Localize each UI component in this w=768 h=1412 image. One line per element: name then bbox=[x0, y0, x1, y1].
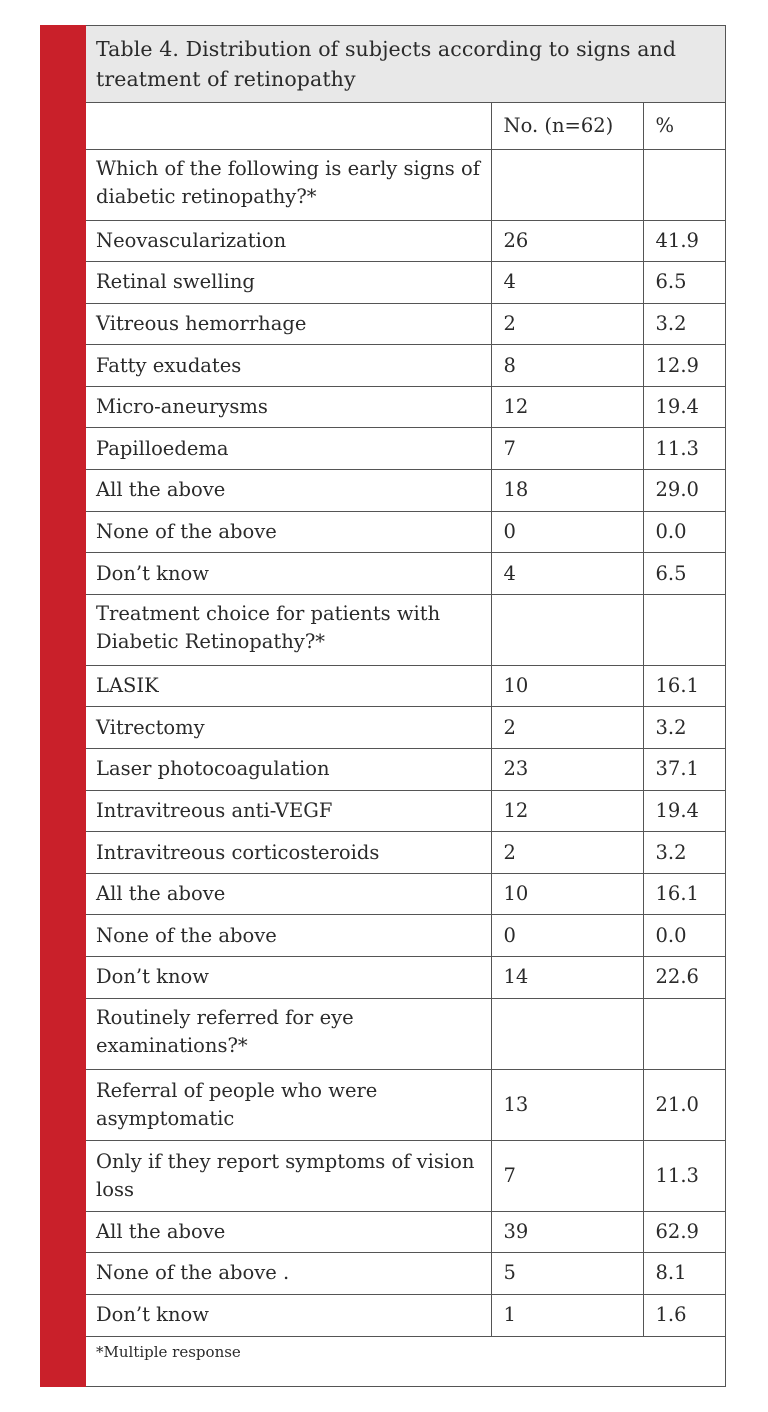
row-label-cell: Laser photocoagulation bbox=[86, 749, 491, 791]
row-percent-cell: 12.9 bbox=[643, 345, 725, 387]
row-count-cell: 0 bbox=[491, 511, 643, 553]
row-percent-cell: 11.3 bbox=[643, 1140, 725, 1211]
row-count-cell: 7 bbox=[491, 428, 643, 470]
row-count-cell: 5 bbox=[491, 1253, 643, 1295]
row-count-cell: 7 bbox=[491, 1140, 643, 1211]
row-count-cell: 12 bbox=[491, 790, 643, 832]
table-row bbox=[86, 220, 725, 262]
row-label-cell: Don’t know bbox=[86, 553, 491, 595]
row-count-cell bbox=[491, 149, 643, 220]
row-percent-cell: 21.0 bbox=[643, 1069, 725, 1140]
row-label-cell: Routinely referred for eye examinations?* bbox=[86, 998, 491, 1069]
header-percent-cell: % bbox=[643, 103, 725, 149]
row-label-cell: None of the above . bbox=[86, 1253, 491, 1295]
row-percent-cell bbox=[643, 998, 725, 1069]
row-percent-cell: 22.6 bbox=[643, 957, 725, 999]
row-label-cell: Papilloedema bbox=[86, 428, 491, 470]
row-percent-cell: 3.2 bbox=[643, 707, 725, 749]
table-row bbox=[86, 303, 725, 345]
row-label-cell: Don’t know bbox=[86, 957, 491, 999]
row-label-cell: Vitreous hemorrhage bbox=[86, 303, 491, 345]
table-row bbox=[86, 790, 725, 832]
data-table bbox=[86, 25, 726, 1387]
table-row bbox=[86, 553, 725, 595]
row-label-cell: Don’t know bbox=[86, 1294, 491, 1336]
row-count-cell: 0 bbox=[491, 915, 643, 957]
row-percent-cell: 0.0 bbox=[643, 915, 725, 957]
row-label-cell: All the above bbox=[86, 1211, 491, 1253]
red-accent-bar bbox=[40, 25, 86, 1387]
row-percent-cell: 37.1 bbox=[643, 749, 725, 791]
row-label-cell: Vitrectomy bbox=[86, 707, 491, 749]
row-percent-cell: 3.2 bbox=[643, 832, 725, 874]
row-count-cell: 2 bbox=[491, 832, 643, 874]
header-label-cell bbox=[86, 103, 491, 149]
row-count-cell: 23 bbox=[491, 749, 643, 791]
row-label-cell: LASIK bbox=[86, 665, 491, 707]
table-title: Table 4. Distribution of subjects according to signs and treatment of retinopathy bbox=[86, 26, 725, 103]
row-percent-cell: 41.9 bbox=[643, 220, 725, 262]
row-count-cell: 10 bbox=[491, 873, 643, 915]
row-percent-cell: 19.4 bbox=[643, 386, 725, 428]
table-row bbox=[86, 873, 725, 915]
row-label-cell: Which of the following is early signs of diabetic retinopathy?* bbox=[86, 149, 491, 220]
row-count-cell bbox=[491, 998, 643, 1069]
question-row bbox=[86, 998, 725, 1069]
footnote: *Multiple response bbox=[86, 1336, 725, 1386]
row-percent-cell: 16.1 bbox=[643, 665, 725, 707]
table-row bbox=[86, 1211, 725, 1253]
row-percent-cell: 62.9 bbox=[643, 1211, 725, 1253]
row-percent-cell: 16.1 bbox=[643, 873, 725, 915]
row-percent-cell: 3.2 bbox=[643, 303, 725, 345]
table-row bbox=[86, 832, 725, 874]
row-percent-cell: 0.0 bbox=[643, 511, 725, 553]
table-row bbox=[86, 749, 725, 791]
table-row bbox=[86, 665, 725, 707]
row-count-cell: 12 bbox=[491, 386, 643, 428]
row-percent-cell: 6.5 bbox=[643, 262, 725, 304]
row-label-cell: Intravitreous corticosteroids bbox=[86, 832, 491, 874]
header-count-cell: No. (n=62) bbox=[491, 103, 643, 149]
table-row bbox=[86, 262, 725, 304]
table-row bbox=[86, 957, 725, 999]
table-row bbox=[86, 511, 725, 553]
row-count-cell: 8 bbox=[491, 345, 643, 387]
row-count-cell: 1 bbox=[491, 1294, 643, 1336]
row-label-cell: Treatment choice for patients with Diabetic Retinopathy?* bbox=[86, 594, 491, 665]
question-row bbox=[86, 149, 725, 220]
table-row bbox=[86, 915, 725, 957]
question-row bbox=[86, 594, 725, 665]
row-percent-cell: 6.5 bbox=[643, 553, 725, 595]
row-label-cell: Referral of people who were asymptomatic bbox=[86, 1069, 491, 1140]
row-percent-cell: 8.1 bbox=[643, 1253, 725, 1295]
row-label-cell: All the above bbox=[86, 470, 491, 512]
row-count-cell: 13 bbox=[491, 1069, 643, 1140]
row-percent-cell: 19.4 bbox=[643, 790, 725, 832]
row-label-cell: None of the above bbox=[86, 915, 491, 957]
row-count-cell: 26 bbox=[491, 220, 643, 262]
table-row bbox=[86, 428, 725, 470]
row-label-cell: Neovascularization bbox=[86, 220, 491, 262]
row-label-cell: Only if they report symptoms of vision loss bbox=[86, 1140, 491, 1211]
table-row bbox=[86, 470, 725, 512]
row-label-cell: All the above bbox=[86, 873, 491, 915]
table-row bbox=[86, 707, 725, 749]
row-label-cell: None of the above bbox=[86, 511, 491, 553]
row-count-cell: 2 bbox=[491, 707, 643, 749]
row-count-cell: 39 bbox=[491, 1211, 643, 1253]
header-row bbox=[86, 103, 725, 149]
table-row bbox=[86, 1294, 725, 1336]
table-row bbox=[86, 386, 725, 428]
row-percent-cell bbox=[643, 594, 725, 665]
row-count-cell: 4 bbox=[491, 553, 643, 595]
row-percent-cell: 29.0 bbox=[643, 470, 725, 512]
table-row bbox=[86, 1140, 725, 1211]
row-count-cell: 4 bbox=[491, 262, 643, 304]
row-count-cell: 10 bbox=[491, 665, 643, 707]
row-count-cell: 18 bbox=[491, 470, 643, 512]
row-percent-cell bbox=[643, 149, 725, 220]
row-percent-cell: 11.3 bbox=[643, 428, 725, 470]
row-percent-cell: 1.6 bbox=[643, 1294, 725, 1336]
row-label-cell: Fatty exudates bbox=[86, 345, 491, 387]
row-count-cell bbox=[491, 594, 643, 665]
row-label-cell: Micro-aneurysms bbox=[86, 386, 491, 428]
row-label-cell: Intravitreous anti-VEGF bbox=[86, 790, 491, 832]
row-count-cell: 14 bbox=[491, 957, 643, 999]
table-row bbox=[86, 345, 725, 387]
row-label-cell: Retinal swelling bbox=[86, 262, 491, 304]
table-row bbox=[86, 1253, 725, 1295]
table-row bbox=[86, 1069, 725, 1140]
row-count-cell: 2 bbox=[491, 303, 643, 345]
table-body bbox=[86, 103, 725, 1336]
